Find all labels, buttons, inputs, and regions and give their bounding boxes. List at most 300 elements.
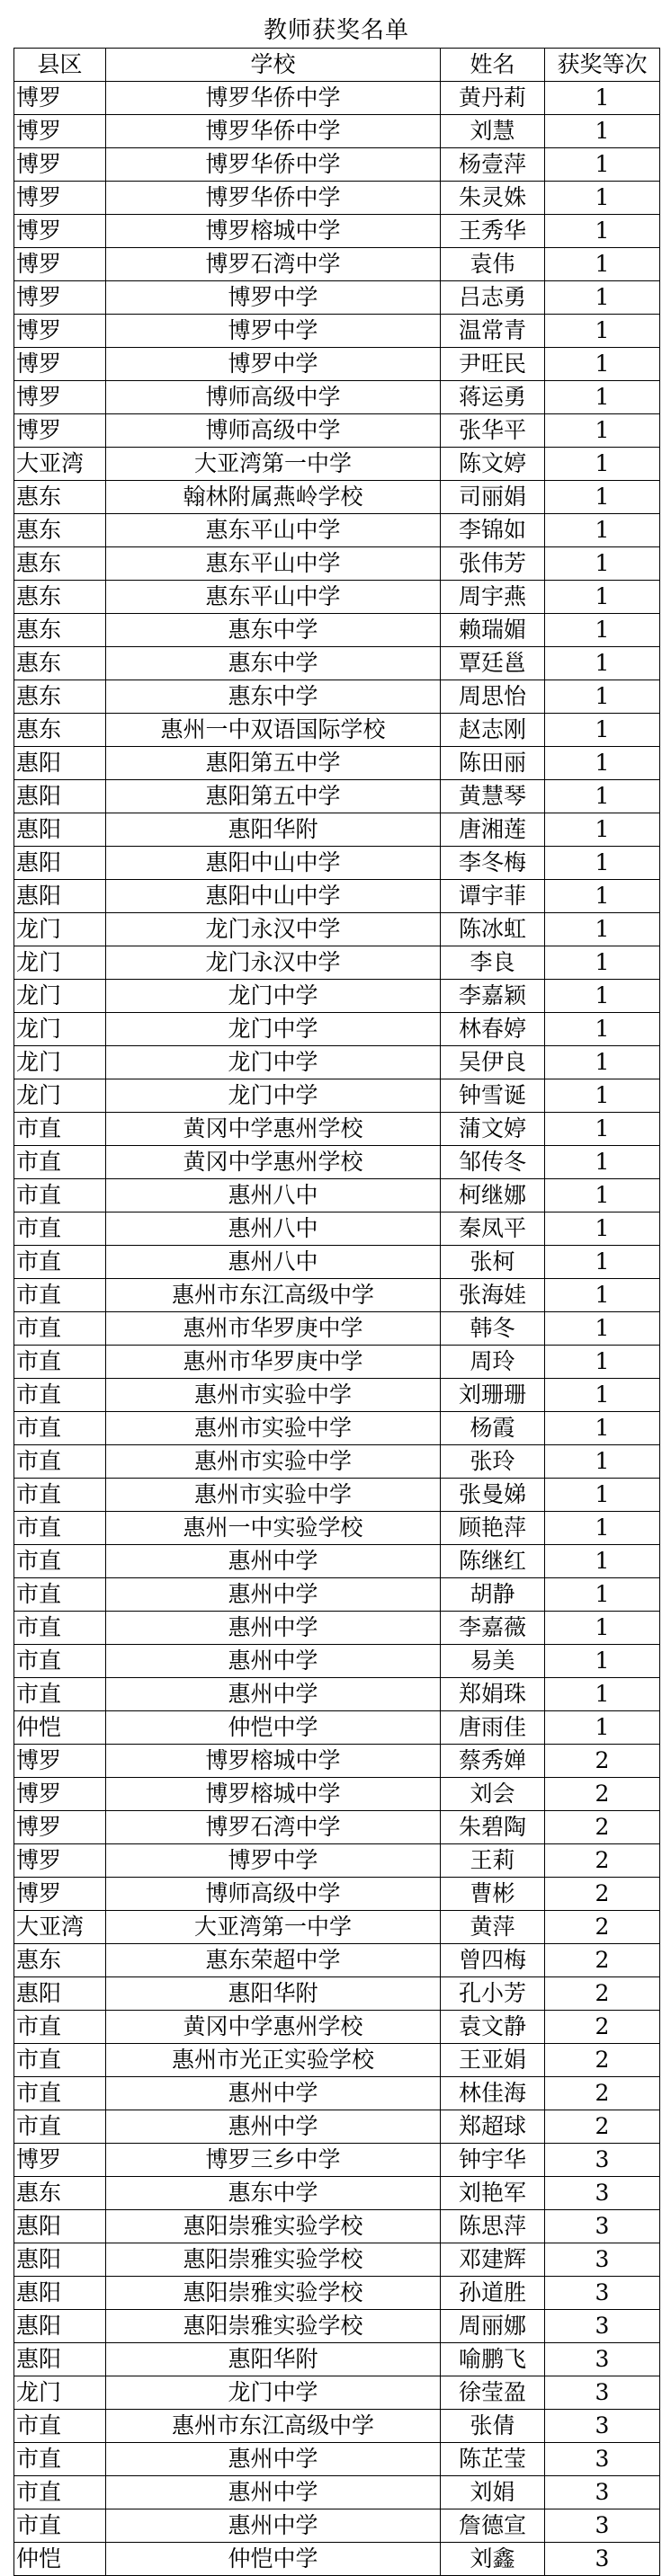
county-cell: 惠东 (14, 714, 106, 747)
table-row (14, 980, 660, 1013)
table-row (14, 2343, 660, 2376)
county-cell: 博罗 (14, 1811, 106, 1844)
award-level-cell: 1 (545, 82, 660, 115)
award-level-cell: 1 (545, 115, 660, 148)
table-row (14, 315, 660, 348)
school-cell: 博罗榕城中学 (106, 215, 441, 248)
county-cell: 惠阳 (14, 1977, 106, 2011)
county-cell: 惠东 (14, 680, 106, 714)
school-cell: 龙门中学 (106, 1046, 441, 1079)
teacher-name-cell: 钟雪诞 (441, 1079, 545, 1113)
teacher-name-cell: 周思怡 (441, 680, 545, 714)
award-level-cell: 1 (545, 281, 660, 315)
county-cell: 博罗 (14, 381, 106, 414)
award-level-cell: 2 (545, 2011, 660, 2044)
school-cell: 博罗中学 (106, 1844, 441, 1878)
teacher-name-cell: 李嘉薇 (441, 1612, 545, 1645)
school-cell: 博师高级中学 (106, 1878, 441, 1911)
award-level-cell: 3 (545, 2376, 660, 2410)
county-cell: 惠东 (14, 514, 106, 547)
school-cell: 惠阳第五中学 (106, 747, 441, 780)
county-cell: 惠阳 (14, 2243, 106, 2277)
award-level-cell: 1 (545, 481, 660, 514)
school-cell: 惠州市光正实验学校 (106, 2044, 441, 2077)
county-cell: 博罗 (14, 315, 106, 348)
school-cell: 惠东中学 (106, 680, 441, 714)
table-row (14, 1146, 660, 1179)
award-level-cell: 1 (545, 913, 660, 946)
teacher-name-cell: 李良 (441, 946, 545, 980)
table-row (14, 281, 660, 315)
award-level-cell: 3 (545, 2277, 660, 2310)
school-cell: 龙门永汉中学 (106, 913, 441, 946)
county-cell: 博罗 (14, 1778, 106, 1811)
award-level-cell: 1 (545, 414, 660, 448)
school-cell: 惠阳中山中学 (106, 847, 441, 880)
table-row (14, 2443, 660, 2476)
table-row (14, 1379, 660, 1412)
table-row (14, 1046, 660, 1079)
county-cell: 市直 (14, 1612, 106, 1645)
table-row (14, 1612, 660, 1645)
table-row (14, 1246, 660, 1279)
table-row (14, 2509, 660, 2543)
school-cell: 惠东平山中学 (106, 514, 441, 547)
table-row (14, 1811, 660, 1844)
table-row (14, 1013, 660, 1046)
school-cell: 惠州中学 (106, 2443, 441, 2476)
school-cell: 惠阳第五中学 (106, 780, 441, 813)
table-row (14, 448, 660, 481)
table-row (14, 1745, 660, 1778)
award-level-cell: 1 (545, 448, 660, 481)
teacher-name-cell: 胡静 (441, 1578, 545, 1612)
county-cell: 博罗 (14, 1844, 106, 1878)
award-level-cell: 1 (545, 847, 660, 880)
award-level-cell: 3 (545, 2410, 660, 2443)
award-level-cell: 1 (545, 1013, 660, 1046)
award-level-cell: 1 (545, 581, 660, 614)
teacher-name-cell: 郑娟珠 (441, 1678, 545, 1711)
teacher-name-cell: 张倩 (441, 2410, 545, 2443)
award-level-cell: 1 (545, 1212, 660, 1246)
teacher-name-cell: 蒲文婷 (441, 1113, 545, 1146)
county-cell: 惠阳 (14, 2310, 106, 2343)
county-cell: 惠东 (14, 647, 106, 680)
award-level-cell: 1 (545, 614, 660, 647)
school-cell: 惠阳华附 (106, 2343, 441, 2376)
sheet-title: 教师获奖名单 (263, 17, 409, 44)
county-cell: 市直 (14, 2509, 106, 2543)
award-level-cell: 1 (545, 148, 660, 182)
school-cell: 惠州中学 (106, 1578, 441, 1612)
table-row (14, 1512, 660, 1545)
teacher-name-cell: 赖瑞媚 (441, 614, 545, 647)
award-level-cell: 1 (545, 1379, 660, 1412)
school-cell: 惠州中学 (106, 2077, 441, 2110)
teacher-name-cell: 张海娃 (441, 1279, 545, 1312)
county-cell: 市直 (14, 1246, 106, 1279)
school-cell: 仲恺中学 (106, 2543, 441, 2576)
teacher-name-cell: 刘娟 (441, 2476, 545, 2509)
award-level-cell: 3 (545, 2243, 660, 2277)
teacher-name-cell: 王亚娟 (441, 2044, 545, 2077)
county-cell: 博罗 (14, 1878, 106, 1911)
table-row (14, 215, 660, 248)
school-cell: 龙门中学 (106, 1013, 441, 1046)
award-level-cell: 2 (545, 1911, 660, 1944)
school-cell: 黄冈中学惠州学校 (106, 2011, 441, 2044)
table-row (14, 2476, 660, 2509)
teacher-name-cell: 张曼娣 (441, 1479, 545, 1512)
school-cell: 惠阳华附 (106, 1977, 441, 2011)
award-level-cell: 1 (545, 1279, 660, 1312)
award-level-cell: 1 (545, 680, 660, 714)
award-level-cell: 3 (545, 2310, 660, 2343)
award-level-cell: 2 (545, 2044, 660, 2077)
award-level-cell: 1 (545, 1346, 660, 1379)
table-body (14, 82, 660, 2576)
county-cell: 惠阳 (14, 847, 106, 880)
county-cell: 市直 (14, 2110, 106, 2144)
county-cell: 市直 (14, 2443, 106, 2476)
school-cell: 惠州中学 (106, 1545, 441, 1578)
county-cell: 博罗 (14, 281, 106, 315)
award-level-cell: 3 (545, 2543, 660, 2576)
award-level-cell: 2 (545, 1944, 660, 1977)
teacher-name-cell: 唐雨佳 (441, 1711, 545, 1745)
teacher-name-cell: 吴伊良 (441, 1046, 545, 1079)
school-cell: 翰林附属燕岭学校 (106, 481, 441, 514)
county-cell: 市直 (14, 1678, 106, 1711)
teacher-name-cell: 陈冰虹 (441, 913, 545, 946)
county-cell: 惠阳 (14, 880, 106, 913)
award-table (13, 48, 660, 2576)
school-cell: 博师高级中学 (106, 414, 441, 448)
table-row (14, 1678, 660, 1711)
school-cell: 惠东平山中学 (106, 581, 441, 614)
county-cell: 博罗 (14, 348, 106, 381)
county-cell: 市直 (14, 2044, 106, 2077)
county-cell: 市直 (14, 1545, 106, 1578)
award-level-cell: 3 (545, 2509, 660, 2543)
teacher-name-cell: 赵志刚 (441, 714, 545, 747)
county-cell: 大亚湾 (14, 1911, 106, 1944)
table-row (14, 2177, 660, 2210)
teacher-name-cell: 曹彬 (441, 1878, 545, 1911)
county-cell: 龙门 (14, 2376, 106, 2410)
award-level-cell: 1 (545, 1246, 660, 1279)
teacher-name-cell: 覃廷邕 (441, 647, 545, 680)
teacher-name-cell: 孙道胜 (441, 2277, 545, 2310)
table-row (14, 82, 660, 115)
county-cell: 惠阳 (14, 2210, 106, 2243)
county-cell: 博罗 (14, 414, 106, 448)
teacher-name-cell: 黄慧琴 (441, 780, 545, 813)
award-level-cell: 3 (545, 2210, 660, 2243)
teacher-name-cell: 刘会 (441, 1778, 545, 1811)
school-cell: 博师高级中学 (106, 381, 441, 414)
school-cell: 惠阳华附 (106, 813, 441, 847)
header-school: 学校 (106, 49, 441, 82)
school-cell: 惠州八中 (106, 1212, 441, 1246)
county-cell: 市直 (14, 1146, 106, 1179)
school-cell: 惠东中学 (106, 647, 441, 680)
county-cell: 龙门 (14, 913, 106, 946)
table-row (14, 1113, 660, 1146)
school-cell: 惠东中学 (106, 614, 441, 647)
table-row (14, 1778, 660, 1811)
award-level-cell: 3 (545, 2343, 660, 2376)
award-level-cell: 1 (545, 1479, 660, 1512)
award-level-cell: 3 (545, 2443, 660, 2476)
county-cell: 惠东 (14, 1944, 106, 1977)
table-row (14, 514, 660, 547)
table-row (14, 1977, 660, 2011)
award-level-cell: 1 (545, 348, 660, 381)
award-level-cell: 1 (545, 714, 660, 747)
award-level-cell: 1 (545, 1578, 660, 1612)
school-cell: 惠州市华罗庚中学 (106, 1312, 441, 1346)
school-cell: 惠州市实验中学 (106, 1445, 441, 1479)
teacher-name-cell: 袁文静 (441, 2011, 545, 2044)
teacher-name-cell: 张伟芳 (441, 547, 545, 581)
school-cell: 博罗石湾中学 (106, 1811, 441, 1844)
school-cell: 黄冈中学惠州学校 (106, 1113, 441, 1146)
award-level-cell: 2 (545, 1844, 660, 1878)
teacher-name-cell: 韩冬 (441, 1312, 545, 1346)
table-row (14, 2310, 660, 2343)
award-level-cell: 1 (545, 1179, 660, 1212)
school-cell: 惠州市实验中学 (106, 1479, 441, 1512)
header-row (14, 49, 660, 82)
table-row (14, 680, 660, 714)
teacher-name-cell: 易美 (441, 1645, 545, 1678)
award-level-cell: 3 (545, 2144, 660, 2177)
table-row (14, 115, 660, 148)
award-level-cell: 1 (545, 1312, 660, 1346)
teacher-name-cell: 周玲 (441, 1346, 545, 1379)
teacher-name-cell: 刘慧 (441, 115, 545, 148)
school-cell: 惠州八中 (106, 1246, 441, 1279)
table-row (14, 2277, 660, 2310)
table-row (14, 1079, 660, 1113)
county-cell: 市直 (14, 2077, 106, 2110)
award-level-cell: 1 (545, 1645, 660, 1678)
school-cell: 惠州一中双语国际学校 (106, 714, 441, 747)
county-cell: 博罗 (14, 148, 106, 182)
teacher-name-cell: 孔小芳 (441, 1977, 545, 2011)
teacher-name-cell: 谭宇菲 (441, 880, 545, 913)
county-cell: 市直 (14, 2476, 106, 2509)
school-cell: 龙门中学 (106, 980, 441, 1013)
teacher-name-cell: 喻鹏飞 (441, 2343, 545, 2376)
school-cell: 惠州中学 (106, 2509, 441, 2543)
school-cell: 大亚湾第一中学 (106, 1911, 441, 1944)
table-row (14, 2243, 660, 2277)
school-cell: 惠阳崇雅实验学校 (106, 2210, 441, 2243)
teacher-name-cell: 陈思萍 (441, 2210, 545, 2243)
school-cell: 惠州一中实验学校 (106, 1512, 441, 1545)
teacher-name-cell: 王秀华 (441, 215, 545, 248)
school-cell: 博罗石湾中学 (106, 248, 441, 281)
teacher-name-cell: 柯继娜 (441, 1179, 545, 1212)
teacher-name-cell: 陈芷莹 (441, 2443, 545, 2476)
award-level-cell: 1 (545, 381, 660, 414)
award-level-cell: 1 (545, 547, 660, 581)
table-row (14, 2011, 660, 2044)
county-cell: 惠阳 (14, 780, 106, 813)
teacher-name-cell: 陈文婷 (441, 448, 545, 481)
header-county: 县区 (14, 49, 106, 82)
school-cell: 龙门中学 (106, 2376, 441, 2410)
table-row (14, 1844, 660, 1878)
county-cell: 惠东 (14, 2177, 106, 2210)
header-level: 获奖等次 (545, 49, 660, 82)
teacher-name-cell: 王莉 (441, 1844, 545, 1878)
county-cell: 龙门 (14, 946, 106, 980)
teacher-name-cell: 蒋运勇 (441, 381, 545, 414)
school-cell: 博罗华侨中学 (106, 148, 441, 182)
award-level-cell: 3 (545, 2177, 660, 2210)
teacher-name-cell: 张柯 (441, 1246, 545, 1279)
school-cell: 博罗中学 (106, 281, 441, 315)
table-row (14, 1445, 660, 1479)
county-cell: 市直 (14, 1645, 106, 1678)
school-cell: 惠阳崇雅实验学校 (106, 2310, 441, 2343)
county-cell: 市直 (14, 1578, 106, 1612)
table-row (14, 148, 660, 182)
county-cell: 博罗 (14, 1745, 106, 1778)
table-row (14, 614, 660, 647)
county-cell: 博罗 (14, 82, 106, 115)
school-cell: 博罗榕城中学 (106, 1745, 441, 1778)
award-level-cell: 1 (545, 980, 660, 1013)
school-cell: 惠州市实验中学 (106, 1379, 441, 1412)
teacher-name-cell: 朱碧陶 (441, 1811, 545, 1844)
school-cell: 博罗华侨中学 (106, 82, 441, 115)
award-level-cell: 1 (545, 1113, 660, 1146)
county-cell: 博罗 (14, 215, 106, 248)
table-row (14, 481, 660, 514)
table-row (14, 2044, 660, 2077)
table-row (14, 1212, 660, 1246)
county-cell: 博罗 (14, 182, 106, 215)
school-cell: 惠阳中山中学 (106, 880, 441, 913)
teacher-name-cell: 张玲 (441, 1445, 545, 1479)
award-level-cell: 1 (545, 946, 660, 980)
school-cell: 惠州八中 (106, 1179, 441, 1212)
school-cell: 惠阳崇雅实验学校 (106, 2243, 441, 2277)
award-list-sheet (13, 13, 659, 2576)
teacher-name-cell: 邹传冬 (441, 1146, 545, 1179)
award-level-cell: 3 (545, 2476, 660, 2509)
header-name: 姓名 (441, 49, 545, 82)
table-row (14, 1711, 660, 1745)
county-cell: 龙门 (14, 1046, 106, 1079)
award-level-cell: 1 (545, 1711, 660, 1745)
award-level-cell: 2 (545, 2110, 660, 2144)
award-level-cell: 1 (545, 1445, 660, 1479)
county-cell: 龙门 (14, 980, 106, 1013)
county-cell: 市直 (14, 1113, 106, 1146)
county-cell: 大亚湾 (14, 448, 106, 481)
table-row (14, 1545, 660, 1578)
award-level-cell: 1 (545, 1146, 660, 1179)
county-cell: 惠东 (14, 481, 106, 514)
school-cell: 龙门中学 (106, 1079, 441, 1113)
teacher-name-cell: 袁伟 (441, 248, 545, 281)
award-level-cell: 1 (545, 1545, 660, 1578)
county-cell: 市直 (14, 1512, 106, 1545)
teacher-name-cell: 尹旺民 (441, 348, 545, 381)
award-level-cell: 1 (545, 1046, 660, 1079)
school-cell: 博罗榕城中学 (106, 1778, 441, 1811)
county-cell: 市直 (14, 1379, 106, 1412)
table-row (14, 1645, 660, 1678)
school-cell: 博罗中学 (106, 348, 441, 381)
teacher-name-cell: 曾四梅 (441, 1944, 545, 1977)
award-level-cell: 1 (545, 1512, 660, 1545)
table-row (14, 581, 660, 614)
award-level-cell: 2 (545, 1977, 660, 2011)
teacher-name-cell: 陈继红 (441, 1545, 545, 1578)
table-row (14, 946, 660, 980)
county-cell: 惠东 (14, 547, 106, 581)
teacher-name-cell: 詹德宣 (441, 2509, 545, 2543)
teacher-name-cell: 温常青 (441, 315, 545, 348)
table-row (14, 2110, 660, 2144)
award-level-cell: 1 (545, 315, 660, 348)
table-row (14, 1944, 660, 1977)
school-cell: 惠州市东江高级中学 (106, 2410, 441, 2443)
table-row (14, 813, 660, 847)
table-row (14, 1346, 660, 1379)
school-cell: 龙门永汉中学 (106, 946, 441, 980)
county-cell: 惠阳 (14, 747, 106, 780)
teacher-name-cell: 刘鑫 (441, 2543, 545, 2576)
county-cell: 博罗 (14, 115, 106, 148)
table-row (14, 414, 660, 448)
award-level-cell: 1 (545, 1412, 660, 1445)
table-row (14, 2210, 660, 2243)
teacher-name-cell: 杨壹萍 (441, 148, 545, 182)
county-cell: 市直 (14, 1479, 106, 1512)
award-level-cell: 2 (545, 1811, 660, 1844)
school-cell: 惠阳崇雅实验学校 (106, 2277, 441, 2310)
teacher-name-cell: 黄萍 (441, 1911, 545, 1944)
teacher-name-cell: 蔡秀婵 (441, 1745, 545, 1778)
school-cell: 惠州市华罗庚中学 (106, 1346, 441, 1379)
school-cell: 博罗华侨中学 (106, 182, 441, 215)
table-row (14, 2410, 660, 2443)
school-cell: 惠州市实验中学 (106, 1412, 441, 1445)
county-cell: 市直 (14, 1346, 106, 1379)
county-cell: 惠阳 (14, 2277, 106, 2310)
school-cell: 黄冈中学惠州学校 (106, 1146, 441, 1179)
county-cell: 惠东 (14, 614, 106, 647)
table-row (14, 880, 660, 913)
county-cell: 市直 (14, 1445, 106, 1479)
award-level-cell: 1 (545, 647, 660, 680)
county-cell: 惠阳 (14, 2343, 106, 2376)
county-cell: 市直 (14, 2011, 106, 2044)
teacher-name-cell: 陈田丽 (441, 747, 545, 780)
teacher-name-cell: 黄丹莉 (441, 82, 545, 115)
school-cell: 惠州中学 (106, 1612, 441, 1645)
county-cell: 市直 (14, 1312, 106, 1346)
school-cell: 仲恺中学 (106, 1711, 441, 1745)
